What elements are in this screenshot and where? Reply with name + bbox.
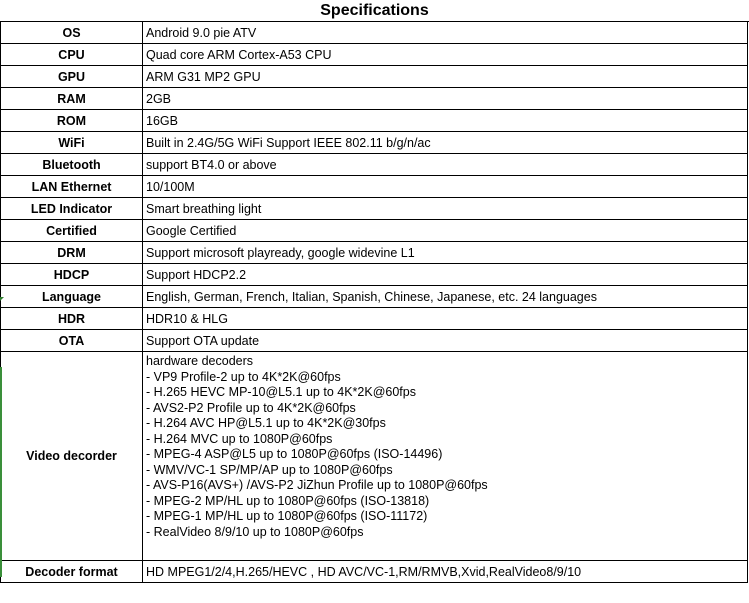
spec-label-hdcp: HDCP — [1, 264, 143, 286]
decoder-line: - MPEG-2 MP/HL up to 1080P@60fps (ISO-13818) — [146, 493, 430, 508]
decoder-line: - MPEG-4 ASP@L5 up to 1080P@60fps (ISO-14496) — [146, 447, 443, 461]
decoder-line: - VP9 Profile-2 up to 4K*2K@60fps — [146, 369, 341, 384]
table-row — [1, 264, 748, 286]
spec-value-os: Android 9.0 pie ATV — [143, 22, 748, 44]
selection-edge-marker — [0, 367, 2, 577]
table-row — [1, 22, 748, 44]
decoder-line: - H.264 MVC up to 1080P@60fps — [146, 431, 333, 446]
spec-value-video-decoder — [143, 352, 748, 561]
spec-label-language: Language — [1, 286, 143, 308]
spec-value-ram: 2GB — [143, 88, 748, 110]
decoder-line: - H.265 HEVC MP-10@L5.1 up to 4K*2K@60fps — [146, 385, 416, 399]
spec-value-drm: Support microsoft playready, google widevine L1 — [143, 242, 748, 264]
spec-label-gpu: GPU — [1, 66, 143, 88]
table-row — [1, 88, 748, 110]
spec-value-rom: 16GB — [143, 110, 748, 132]
spec-label-rom: ROM — [1, 110, 143, 132]
table-row — [1, 242, 748, 264]
spec-table — [0, 21, 748, 583]
table-row — [1, 66, 748, 88]
spec-label-drm: DRM — [1, 242, 143, 264]
sheet-title: Specifications — [0, 0, 749, 22]
spec-value-certified: Google Certified — [143, 220, 748, 242]
table-row — [1, 561, 748, 583]
decoder-line: hardware decoders — [146, 354, 254, 368]
spec-value-language: English, German, French, Italian, Spanish, Chinese, Japanese, etc. 24 languages — [143, 286, 748, 308]
spec-value-decoder-format: HD MPEG1/2/4,H.265/HEVC , HD AVC/VC-1,RM/RMVB,Xvid,RealVideo8/9/10 — [143, 561, 748, 583]
spec-label-decoder-format: Decoder format — [1, 561, 143, 583]
spec-label-ram: RAM — [1, 88, 143, 110]
spec-label-hdr: HDR — [1, 308, 143, 330]
table-row — [1, 176, 748, 198]
table-row — [1, 132, 748, 154]
spec-value-bluetooth: support BT4.0 or above — [143, 154, 748, 176]
table-row — [1, 44, 748, 66]
decoder-line: - RealVideo 8/9/10 up to 1080P@60fps — [146, 524, 364, 539]
spec-value-ota: Support OTA update — [143, 330, 748, 352]
spec-label-video-decoder: Video decorder — [1, 352, 143, 561]
table-row — [1, 198, 748, 220]
spec-label-bluetooth: Bluetooth — [1, 154, 143, 176]
table-row — [1, 110, 748, 132]
spec-value-led: Smart breathing light — [143, 198, 748, 220]
spec-label-wifi: WiFi — [1, 132, 143, 154]
table-row — [1, 352, 748, 561]
spec-value-gpu: ARM G31 MP2 GPU — [143, 66, 748, 88]
spec-label-ota: OTA — [1, 330, 143, 352]
table-row — [1, 220, 748, 242]
table-row — [1, 330, 748, 352]
spec-value-wifi: Built in 2.4G/5G WiFi Support IEEE 802.11 b/g/n/ac — [143, 132, 748, 154]
table-row — [1, 308, 748, 330]
decoder-line: - H.264 AVC HP@L5.1 up to 4K*2K@30fps — [146, 416, 386, 430]
spec-label-certified: Certified — [1, 220, 143, 242]
spec-label-lan: LAN Ethernet — [1, 176, 143, 198]
spec-value-hdcp: Support HDCP2.2 — [143, 264, 748, 286]
spec-value-lan: 10/100M — [143, 176, 748, 198]
cell-comment-marker — [0, 297, 4, 301]
decoder-line: - AVS-P16(AVS+) /AVS-P2 JiZhun Profile up to 1080P@60fps — [146, 478, 488, 492]
decoder-line: - MPEG-1 MP/HL up to 1080P@60fps (ISO-11172) — [146, 509, 428, 523]
spec-value-hdr: HDR10 & HLG — [143, 308, 748, 330]
table-row — [1, 286, 748, 308]
spec-label-os: OS — [1, 22, 143, 44]
spec-label-led: LED Indicator — [1, 198, 143, 220]
decoder-line: - AVS2-P2 Profile up to 4K*2K@60fps — [146, 400, 356, 415]
decoder-line: - WMV/VC-1 SP/MP/AP up to 1080P@60fps — [146, 462, 393, 477]
spec-value-cpu: Quad core ARM Cortex-A53 CPU — [143, 44, 748, 66]
spec-label-cpu: CPU — [1, 44, 143, 66]
table-row — [1, 154, 748, 176]
